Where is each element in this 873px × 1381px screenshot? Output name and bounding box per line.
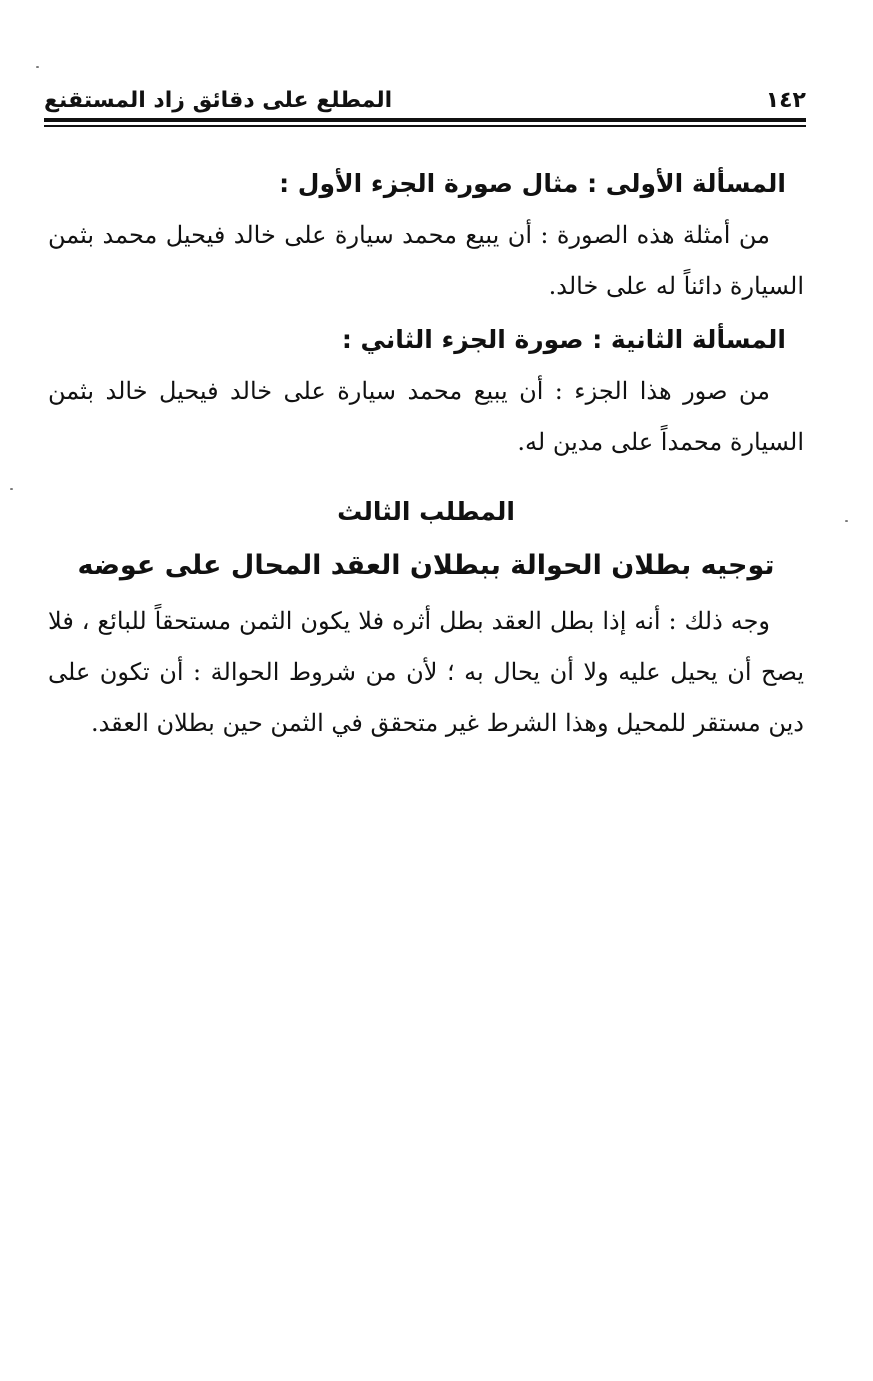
- page-body: [48, 160, 804, 753]
- section-paragraph-2: من صور هذا الجزء : أن يبيع محمد سيارة على خالد فيحيل خالد بثمن السيارة محمداً على مدين له.: [48, 377, 804, 456]
- matlab-title: المطلب الثالث: [337, 497, 515, 526]
- scan-speck: [36, 66, 39, 68]
- header-rule-thick: [44, 118, 806, 122]
- section-heading-2: المسألة الثانية : صورة الجزء الثاني :: [341, 325, 786, 354]
- matlab-paragraph: وجه ذلك : أنه إذا بطل العقد بطل أثره فلا يكون الثمن مستحقاً للبائع ، فلا يصح أن يحيل عليه ولا أن يحال به ؛ لأن من شروط الحوالة : أن تكون على دين مستقر للمحيل وهذا الشرط غير متحقق في الثمن حين بطلان العقد.: [48, 607, 804, 737]
- matlab-subtitle: توجيه بطلان الحوالة ببطلان العقد المحال على عوضه: [77, 550, 775, 581]
- section-paragraph-1: من أمثلة هذه الصورة : أن يبيع محمد سيارة على خالد فيحيل محمد بثمن السيارة دائناً له على خالد.: [48, 221, 804, 300]
- section-heading-1: المسألة الأولى : مثال صورة الجزء الأول :: [279, 169, 786, 198]
- page-number: ١٤٢: [765, 88, 806, 113]
- running-title: المطلع على دقائق زاد المستقنع: [44, 88, 393, 113]
- page-header: [44, 84, 806, 120]
- scan-speck: [10, 488, 13, 490]
- scan-speck: [845, 520, 848, 522]
- header-rule-thin: [44, 125, 806, 127]
